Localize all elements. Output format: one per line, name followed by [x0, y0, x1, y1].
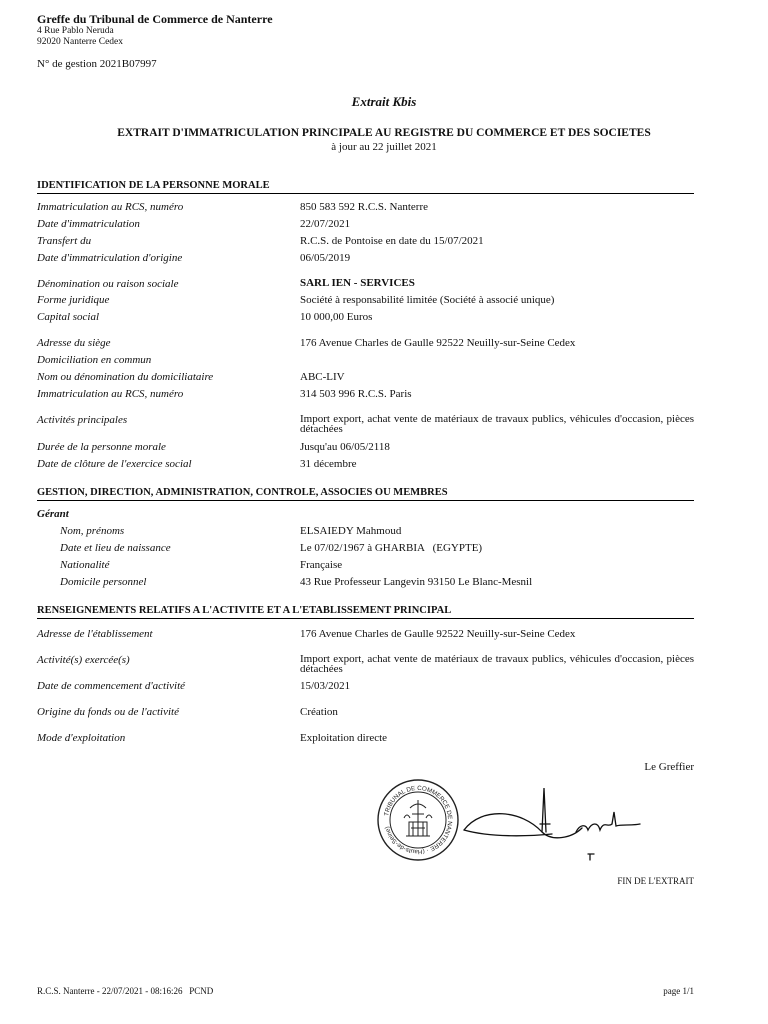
field-label: Dénomination ou raison sociale — [37, 278, 179, 290]
field-label: Adresse du siège — [37, 337, 111, 349]
court-name: Greffe du Tribunal de Commerce de Nanterre — [37, 12, 273, 26]
field-value: Le 07/02/1967 à GHARBIA (EGYPTE) — [300, 542, 483, 554]
court-city: 92020 Nanterre Cedex — [37, 37, 123, 47]
footer-reference: R.C.S. Nanterre - 22/07/2021 - 08:16:26 PCND — [37, 986, 214, 996]
field-label: Nom, prénoms — [60, 525, 125, 537]
field-label: Transfert du — [37, 235, 92, 247]
field-label: Adresse de l'établissement — [37, 628, 153, 640]
field-value: ELSAIEDY Mahmoud — [300, 525, 402, 537]
main-title: EXTRAIT D'IMMATRICULATION PRINCIPALE AU REGISTRE DU COMMERCE ET DES SOCIETES — [117, 127, 651, 139]
field-label: Nationalité — [60, 559, 110, 571]
field-label: Date d'immatriculation — [37, 218, 140, 230]
field-value: Française — [300, 559, 343, 571]
svg-text:TRIBUNAL DE COMMERCE DE NANTER: TRIBUNAL DE COMMERCE DE NANTERRE · (Hauts-de-Seine) — [383, 784, 454, 856]
page-number: page 1/1 — [663, 986, 694, 996]
field-value: Import export, achat vente de matériaux de travaux publics, véhicules d'occasion, pièces détachées — [300, 413, 694, 435]
field-value: Société à responsabilité limitée (Société à associé unique) — [300, 294, 555, 306]
field-label: Nom ou dénomination du domiciliataire — [37, 371, 214, 383]
field-label: Date d'immatriculation d'origine — [37, 252, 183, 264]
field-value: 314 503 996 R.C.S. Paris — [300, 388, 412, 400]
field-label: Date de commencement d'activité — [37, 680, 186, 692]
field-label: Forme juridique — [37, 294, 110, 306]
field-value: 06/05/2019 — [300, 252, 351, 264]
field-label: Date et lieu de naissance — [60, 542, 171, 554]
field-value: 850 583 592 R.C.S. Nanterre — [300, 201, 429, 213]
section-activite-title: RENSEIGNEMENTS RELATIFS A L'ACTIVITE ET A L'ETABLISSEMENT PRINCIPAL — [37, 605, 694, 619]
update-date: à jour au 22 juillet 2021 — [331, 141, 437, 153]
field-label: Domiciliation en commun — [37, 354, 152, 366]
field-value: 31 décembre — [300, 458, 357, 470]
field-value: Jusqu'au 06/05/2118 — [300, 441, 390, 453]
field-value: 176 Avenue Charles de Gaulle 92522 Neuilly-sur-Seine Cedex — [300, 337, 576, 349]
field-label: Origine du fonds ou de l'activité — [37, 706, 179, 718]
signature-mark — [462, 784, 648, 864]
gestion-number: N° de gestion 2021B07997 — [37, 58, 157, 70]
field-value: 43 Rue Professeur Langevin 93150 Le Blanc-Mesnil — [300, 576, 533, 588]
field-label: Activité(s) exercée(s) — [37, 654, 130, 666]
field-value: R.C.S. de Pontoise en date du 15/07/2021 — [300, 235, 484, 247]
field-value: 10 000,00 Euros — [300, 311, 373, 323]
field-label: Immatriculation au RCS, numéro — [37, 201, 184, 213]
section-gestion-title: GESTION, DIRECTION, ADMINISTRATION, CONTROLE, ASSOCIES OU MEMBRES — [37, 487, 694, 501]
field-label: Date de clôture de l'exercice social — [37, 458, 192, 470]
field-label: Immatriculation au RCS, numéro — [37, 388, 184, 400]
section-identification-title: IDENTIFICATION DE LA PERSONNE MORALE — [37, 180, 694, 194]
field-label: Activités principales — [37, 414, 128, 426]
field-value: 22/07/2021 — [300, 218, 351, 230]
field-value: 176 Avenue Charles de Gaulle 92522 Neuilly-sur-Seine Cedex — [300, 628, 576, 640]
court-street: 4 Rue Pablo Neruda — [37, 26, 114, 36]
greffier-label: Le Greffier — [644, 761, 694, 773]
court-header — [37, 12, 273, 48]
field-label: Domicile personnel — [60, 576, 147, 588]
role-heading: Gérant — [37, 508, 69, 520]
field-value: 15/03/2021 — [300, 680, 351, 692]
field-label: Durée de la personne morale — [37, 441, 166, 453]
field-value: Création — [300, 706, 338, 718]
field-value: Exploitation directe — [300, 732, 388, 744]
company-name: SARL IEN - SERVICES — [300, 277, 415, 289]
field-label: Capital social — [37, 311, 100, 323]
field-label: Mode d'exploitation — [37, 732, 126, 744]
court-seal-icon — [376, 778, 460, 862]
end-of-extract: FIN DE L'EXTRAIT — [617, 876, 694, 886]
field-value: Import export, achat vente de matériaux de travaux publics, véhicules d'occasion, pièces détachées — [300, 653, 694, 675]
field-value: ABC-LIV — [300, 371, 345, 383]
document-title: Extrait Kbis — [351, 94, 417, 109]
